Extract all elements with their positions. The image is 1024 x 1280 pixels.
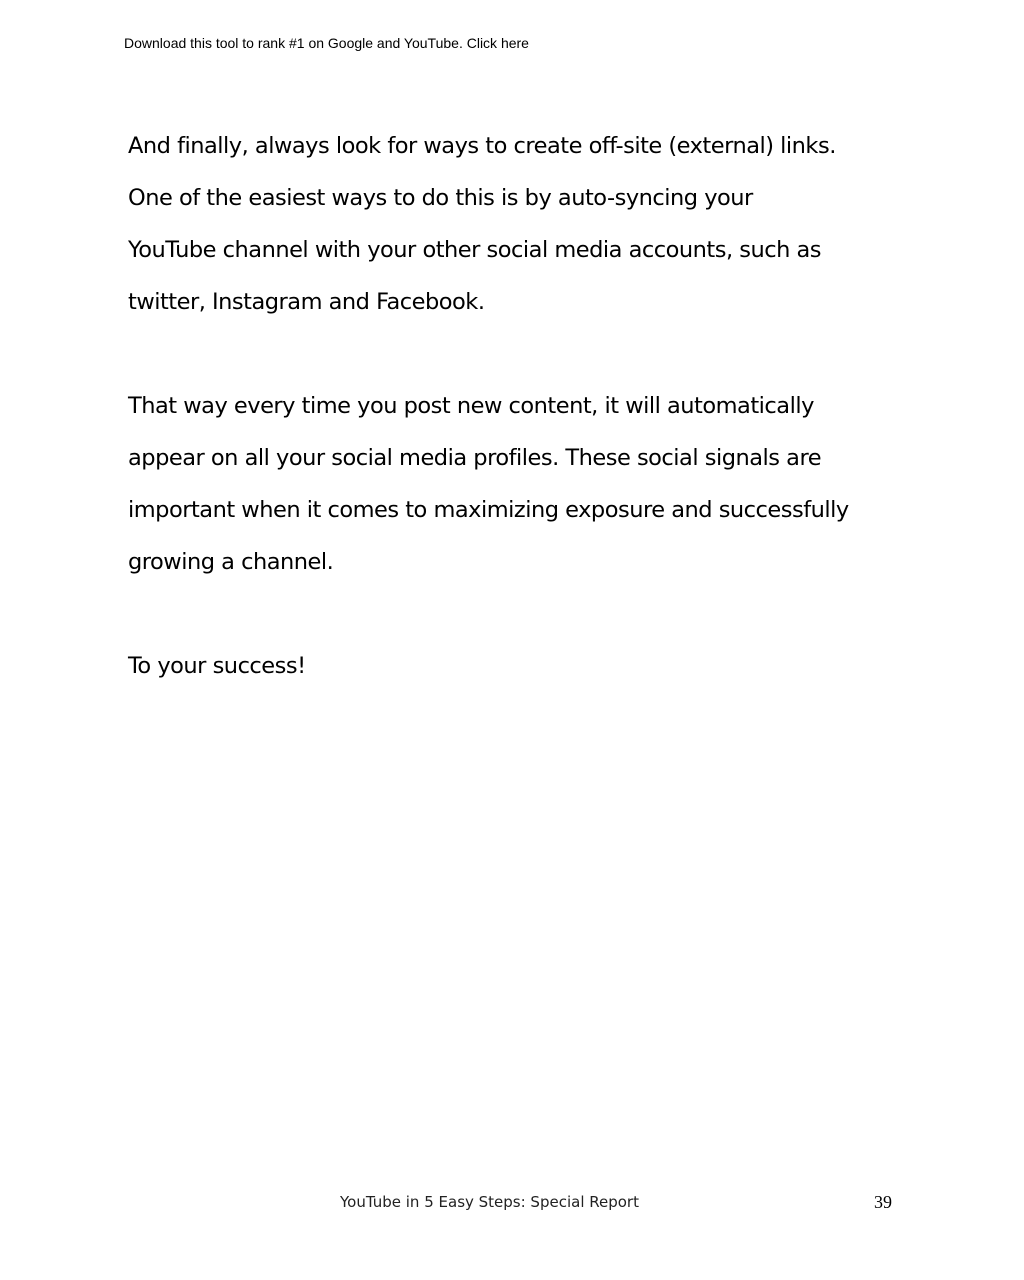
text-line: important when it comes to maximizing exposure and successfully [128,497,849,523]
paragraph-external-links [128,120,928,328]
page-number: 39 [874,1192,892,1212]
paragraph-closing [128,640,928,692]
text-line: That way every time you post new content, it will automatically [128,393,814,419]
footer-title: YouTube in 5 Easy Steps: Special Report [340,1193,639,1211]
text-line: growing a channel. [128,549,334,575]
text-line: twitter, Instagram and Facebook. [128,289,485,315]
paragraph-spacer [128,328,928,380]
text-line: To your success! [128,653,306,679]
text-line: appear on all your social media profiles. These social signals are [128,445,822,471]
paragraph-social-signals [128,380,928,588]
text-line: And finally, always look for ways to create off-site (external) links. [128,133,836,159]
document-body [128,120,928,692]
text-line: One of the easiest ways to do this is by auto-syncing your [128,185,753,211]
text-line: YouTube channel with your other social media accounts, such as [128,237,822,263]
paragraph-spacer [128,588,928,640]
download-tool-link[interactable]: Download this tool to rank #1 on Google and YouTube. Click here [124,35,529,51]
